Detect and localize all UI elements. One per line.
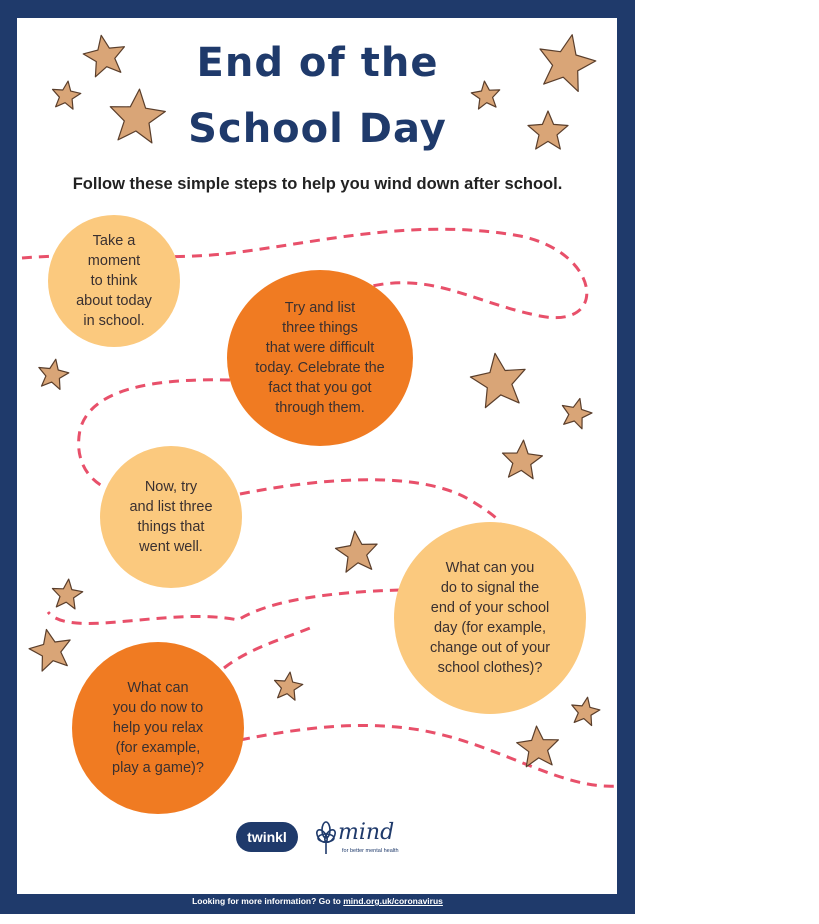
step-3-line: things that [137,519,205,535]
step-1-line: moment [87,253,141,269]
step-2-circle [227,270,413,446]
footer-logos [236,818,406,860]
mind-flower-icon [312,820,340,856]
step-4-line: change out of your [429,640,551,656]
step-2-line: Try and list [284,300,356,316]
step-3-line: went well. [139,539,203,555]
step-2-line: fact that you got [268,380,372,396]
mind-logo[interactable] [312,818,402,858]
star-icon [39,359,69,389]
step-2-line: that were difficult [265,340,375,356]
twinkl-logo[interactable] [236,822,298,852]
title-line-2: School Day [188,106,447,152]
step-4-circle [394,522,586,714]
step-5-line: you do now to [112,700,204,716]
mind-tagline: for better mental health [342,848,399,854]
step-4-line: do to signal the [440,580,540,596]
step-4-line: school clothes)? [437,660,543,676]
step-3-line: Now, try [144,479,198,495]
star-icon [29,630,70,672]
step-1-line: about today [76,293,152,309]
star-icon [517,726,559,767]
footer-info [0,896,635,906]
step-5-line: help you relax [112,720,204,736]
star-icon [562,399,592,429]
step-5-line: (for example, [115,740,201,756]
step-2-line: three things [282,320,358,336]
step-4-line: day (for example, [433,620,547,636]
star-icon [275,672,303,700]
subtitle: Follow these simple steps to help you wind down after school. [72,175,563,193]
star-icon [336,531,378,572]
star-icon [470,353,525,407]
twinkl-logo-text: twinkl [247,829,287,845]
footer-text: Looking for more information? Go to [192,896,341,906]
star-icon [52,579,82,609]
step-3-circle [100,446,242,588]
step-2-line: through them. [275,400,365,416]
step-5-line: play a game)? [112,760,204,776]
step-2-line: today. Celebrate the [255,360,385,376]
star-icon [572,697,600,725]
star-icon [503,440,543,479]
step-5-line: What can [127,680,189,696]
mind-logo-text: mind [338,820,395,845]
step-1-line: Take a [92,233,136,249]
step-4-line: What can you [445,560,535,576]
footer-link[interactable]: mind.org.uk/coronavirus [343,896,443,906]
step-1-line: in school. [83,313,145,329]
title-line-1: End of the [196,40,439,86]
step-5-circle [72,642,244,814]
step-3-line: and list three [129,499,213,515]
step-1-circle [48,215,180,347]
step-4-line: end of your school [430,600,550,616]
step-1-line: to think [90,273,138,289]
